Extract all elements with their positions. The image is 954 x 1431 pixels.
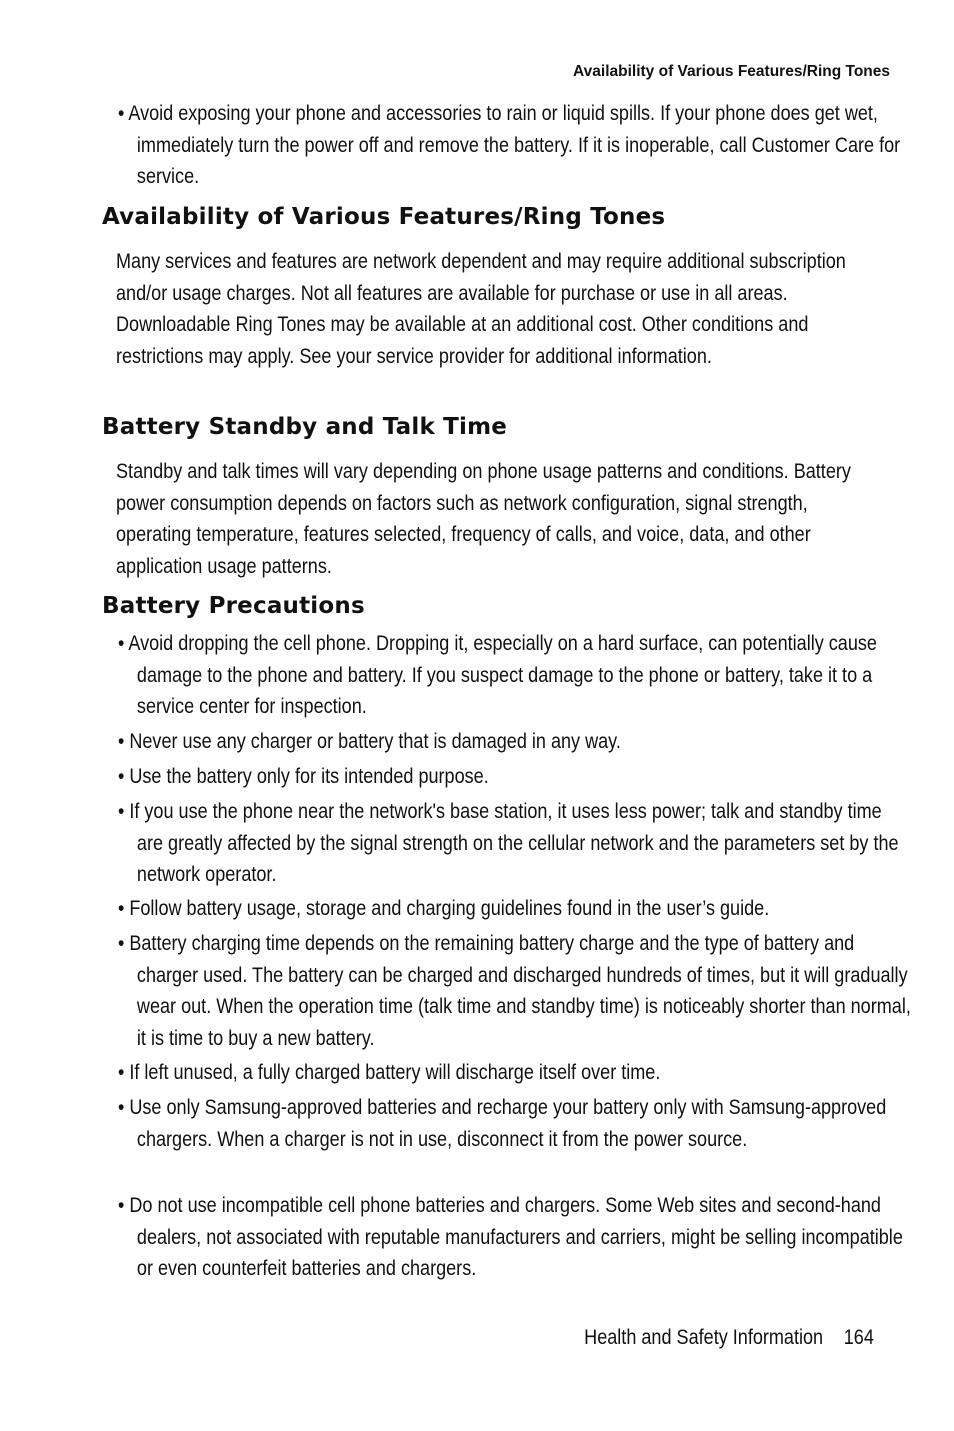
page-number: 164 [843, 1326, 874, 1349]
precaution-bullet: • Never use any charger or battery that is damaged in any way. [118, 730, 621, 753]
precaution-bullet: • Battery charging time depends on the remaining battery charge and the type of battery and charger used. The battery can be charged and discharged hundreds of times, but it will gradually wear out. When the operation time (talk time and standby time) is noticeably shorter than normal, it is time to buy a new battery. [118, 932, 911, 1050]
heading-availability: Availability of Various Features/Ring Tones [102, 204, 666, 230]
standby-paragraph: Standby and talk times will vary depending on phone usage patterns and conditions. Battery power consumption depends on factors such as network configuration, signal strength, operating temperature, features selected, frequency of calls, and voice, data, and other application usage patterns. [116, 460, 851, 578]
availability-paragraph: Many services and features are network dependent and may require additional subscription and/or usage charges. Not all features are available for purchase or use in all areas. Downloadable Ring Tones may be available at an additional cost. Other conditions and restrictions may apply. See your service provider for additional information. [116, 250, 846, 368]
precaution-bullet: • Do not use incompatible cell phone batteries and chargers. Some Web sites and second-hand dealers, not associated with reputable manufacturers and carriers, might be selling incompatible or even counterfeit batteries and chargers. [118, 1194, 903, 1280]
intro-bullet: • Avoid exposing your phone and accessories to rain or liquid spills. If your phone does get wet, immediately turn the power off and remove the battery. If it is inoperable, call Customer Care for service. [118, 102, 901, 188]
heading-battery-standby: Battery Standby and Talk Time [102, 414, 508, 440]
page-footer [584, 1326, 874, 1350]
precaution-bullet: • Use the battery only for its intended purpose. [118, 765, 489, 788]
running-head: Availability of Various Features/Ring Tones [573, 63, 890, 80]
precaution-bullet: • If left unused, a fully charged battery will discharge itself over time. [118, 1061, 661, 1084]
precaution-bullet: • If you use the phone near the network's base station, it uses less power; talk and standby time are greatly affected by the signal strength on the cellular network and the parameters set by the network operator. [118, 800, 899, 886]
footer-section-name: Health and Safety Information [584, 1326, 824, 1349]
precaution-bullet: • Follow battery usage, storage and charging guidelines found in the user’s guide. [118, 897, 770, 920]
heading-battery-precautions: Battery Precautions [102, 593, 365, 619]
precaution-bullet: • Use only Samsung-approved batteries and recharge your battery only with Samsung-approved chargers. When a charger is not in use, disconnect it from the power source. [118, 1096, 887, 1151]
precaution-bullet: • Avoid dropping the cell phone. Dropping it, especially on a hard surface, can potentially cause damage to the phone and battery. If you suspect damage to the phone or battery, take it to a service center for inspection. [118, 632, 877, 718]
